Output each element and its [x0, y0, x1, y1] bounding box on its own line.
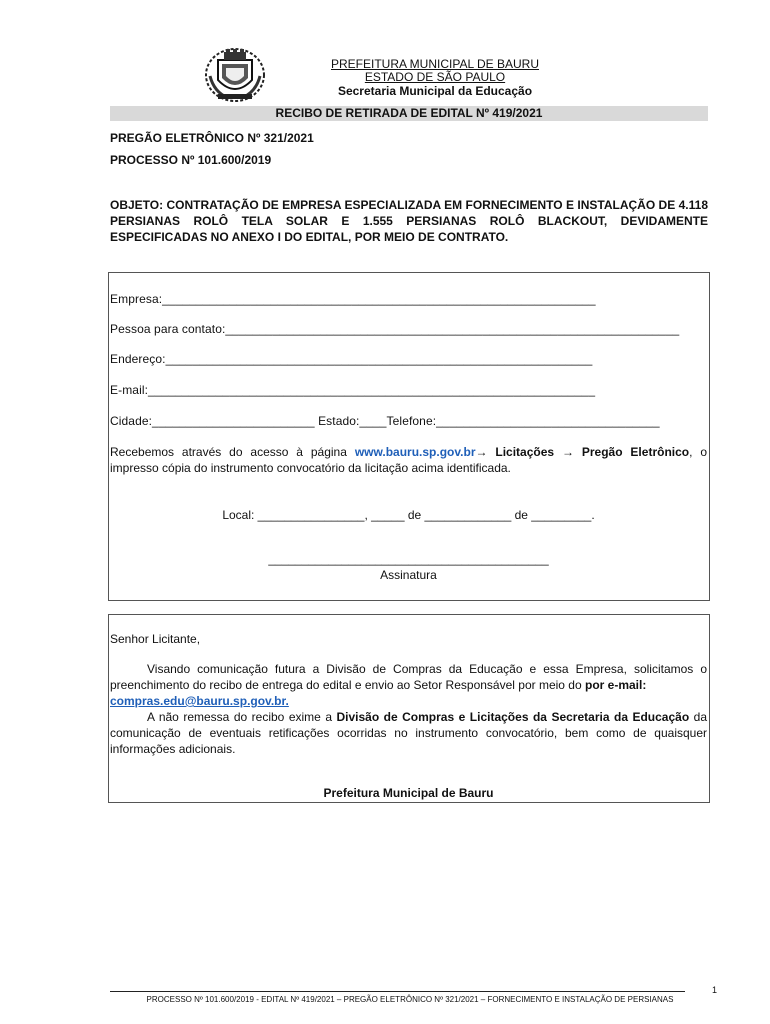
recibo-title: RECIBO DE RETIRADA DE EDITAL Nº 419/2021: [110, 106, 708, 121]
local-date-field[interactable]: Local: ________________, _____ de _____________ de _________.: [222, 508, 595, 522]
recebemos-pre: Recebemos através do acesso à página: [110, 445, 355, 459]
coat-of-arms-icon: [204, 46, 266, 104]
cidade-estado-telefone-field[interactable]: Cidade:________________________ Estado:____Telefone:_________________________________: [110, 414, 660, 428]
objeto-text: OBJETO: CONTRATAÇÃO DE EMPRESA ESPECIALIZADA EM FORNECIMENTO E INSTALAÇÃO DE 4.118 PERSIANAS ROLÔ TELA SOLAR E 1.555 PERSIANAS ROLÔ BLACKOUT, DEVIDAMENTE ESPECIFICADAS NO ANEXO I DO EDITAL, POR MEIO DE CONTRATO.: [110, 198, 708, 244]
pregao-label: PREGÃO ELETRÔNICO Nº 321/2021: [110, 131, 314, 145]
notice-p2-post: da comunicação de eventuais retificações ocorridas no instrumento convocatório, bem como de quaisquer informações adicionais.: [110, 710, 708, 756]
contato-field[interactable]: Pessoa para contato:___________________________________________________________________: [110, 322, 680, 336]
endereco-field[interactable]: Endereço:_______________________________________________________________: [110, 352, 593, 366]
empresa-field[interactable]: Empresa:________________________________________________________________: [110, 292, 596, 306]
notice-p1-bold: por e-mail:: [584, 678, 647, 692]
recebemos-paragraph: [110, 444, 707, 476]
notice-p2-bold: Divisão de Compras e Licitações da Secretaria da Educação: [336, 710, 690, 724]
bauru-site-link[interactable]: www.bauru.sp.gov.br: [354, 445, 476, 459]
footer-text: PROCESSO Nº 101.600/2019 - EDITAL Nº 419/2021 – PREGÃO ELETRÔNICO Nº 321/2021 – FORNECIMENTO E INSTALAÇÃO DE PERSIANAS: [146, 995, 674, 1004]
header-estado: ESTADO DE SÃO PAULO: [364, 70, 506, 84]
notice-p2-pre: A não remessa do recibo exime a: [147, 710, 337, 724]
signature-line: __________________________________________: [268, 552, 549, 566]
notice-greeting: Senhor Licitante,: [110, 632, 201, 646]
notice-signature: Prefeitura Municipal de Bauru: [323, 786, 494, 800]
header-prefeitura: PREFEITURA MUNICIPAL DE BAURU: [330, 57, 540, 71]
footer-divider: [110, 991, 685, 992]
notice-p1-text: Visando comunicação futura a Divisão de Compras da Educação e essa Empresa, solicitamos o preenchimento do recibo de entrega do edital e envio ao Setor Responsável por meio do: [110, 662, 707, 692]
recebemos-post: , o impresso cópia do instrumento convocatório da licitação acima identificada.: [110, 445, 708, 475]
recebemos-path: → Licitações → Pregão Eletrônico: [475, 445, 690, 459]
processo-label: PROCESSO Nº 101.600/2019: [110, 153, 272, 167]
notice-paragraph-2: [110, 709, 707, 757]
signature-label: Assinatura: [380, 568, 437, 582]
page-number: 1: [712, 985, 718, 995]
notice-paragraph-1: [110, 661, 707, 709]
email-field[interactable]: E-mail:__________________________________________________________________: [110, 383, 596, 397]
header-secretaria: Secretaria Municipal da Educação: [337, 84, 533, 98]
compras-email-link[interactable]: compras.edu@bauru.sp.gov.br.: [110, 694, 289, 708]
